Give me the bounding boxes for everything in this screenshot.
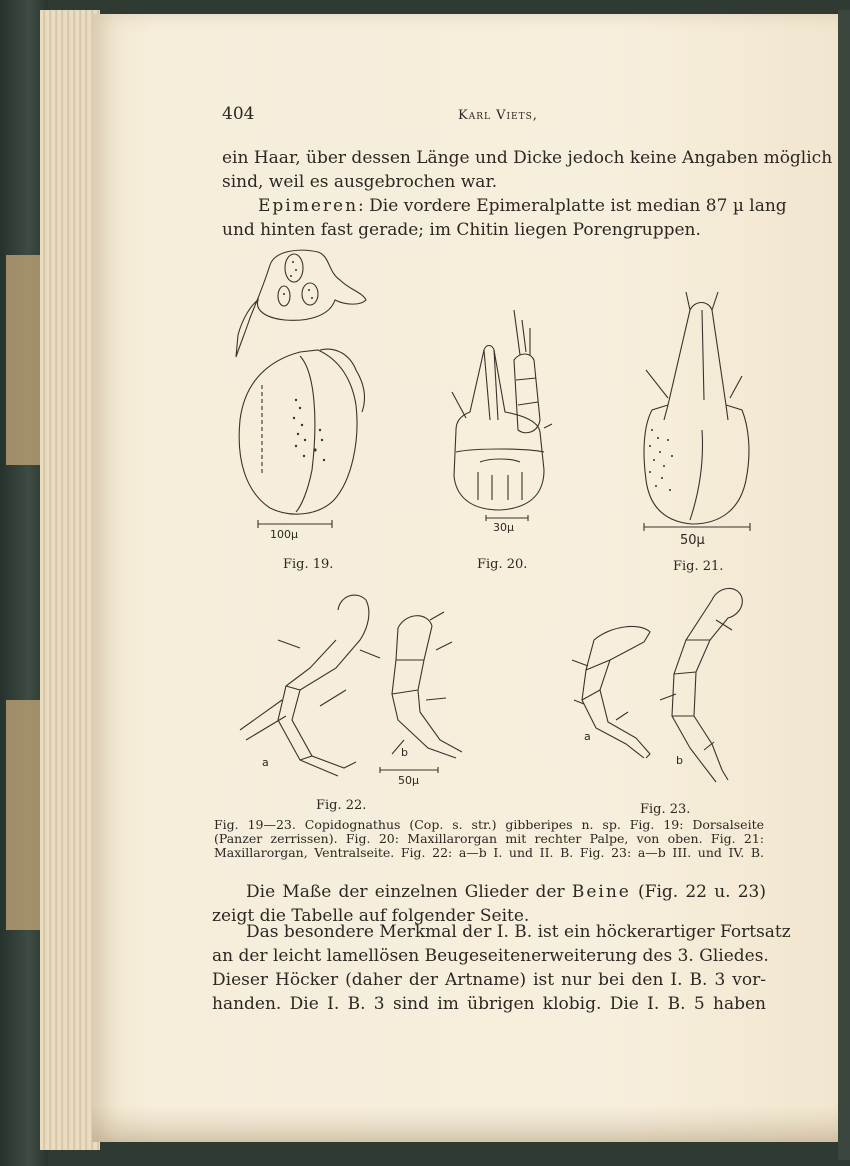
text-line: zeigt die Tabelle auf folgender Seite. bbox=[212, 906, 530, 926]
figure-label-23: Fig. 23. bbox=[640, 802, 691, 817]
scale-label-fig19: 100µ bbox=[270, 528, 298, 541]
running-header-author: Karl Viets, bbox=[458, 108, 538, 123]
leg-label-a-fig23: a bbox=[584, 730, 591, 743]
figure-caption bbox=[214, 818, 764, 860]
text-fragment: Die Maße der einzelnen Glieder der bbox=[246, 882, 572, 902]
text-fragment: (Fig. 22 u. 23) bbox=[630, 882, 766, 902]
text-line: und hinten fast gerade; im Chitin liegen Porengruppen. bbox=[222, 220, 701, 240]
text-line: Das besondere Merkmal der I. B. ist ein höckerartiger Fortsatz bbox=[246, 922, 791, 942]
leg-label-b-fig22: b bbox=[401, 746, 408, 759]
scale-label-fig22: 50µ bbox=[398, 774, 419, 787]
text-line: an der leicht lamellösen Beugeseitenerweiterung des 3. Gliedes. bbox=[212, 946, 769, 966]
figure-label-20: Fig. 20. bbox=[477, 557, 528, 572]
text-line: sind, weil es ausgebrochen war. bbox=[222, 172, 498, 192]
page-number: 404 bbox=[222, 104, 255, 124]
text-line: handen. Die I. B. 3 sind im übrigen klobig. Die I. B. 5 haben bbox=[212, 994, 766, 1014]
term-beine: Beine bbox=[571, 882, 631, 902]
caption-line: Fig. 19—23. Copidognathus (Cop. s. str.) gibberipes n. sp. Fig. 19: Dorsalseite bbox=[214, 817, 764, 832]
caption-line: Maxillarorgan, Ventralseite. Fig. 22: a—b I. und II. B. Fig. 23: a—b III. und IV. B. bbox=[214, 845, 764, 860]
figure-label-22: Fig. 22. bbox=[316, 798, 367, 813]
text-line bbox=[212, 880, 766, 904]
leg-label-b-fig23: b bbox=[676, 754, 683, 767]
figure-label-21: Fig. 21. bbox=[673, 559, 724, 574]
body-paragraph-2 bbox=[212, 920, 791, 1016]
scale-label-fig21: 50µ bbox=[680, 533, 705, 548]
text-fragment: : Die vordere Epimeralplatte ist median 87 µ lang bbox=[358, 196, 787, 216]
figure-label-19: Fig. 19. bbox=[283, 557, 334, 572]
text-line: ein Haar, über dessen Länge und Dicke jedoch keine Angaben möglich bbox=[222, 148, 833, 168]
text-line: Dieser Höcker (daher der Artname) ist nur bei den I. B. 3 vor- bbox=[212, 970, 766, 990]
scale-label-fig20: 30µ bbox=[493, 521, 514, 534]
caption-line: (Panzer zerrissen). Fig. 20: Maxillarorgan mit rechter Palpe, von oben. Fig. 21: bbox=[214, 831, 764, 846]
leg-label-a-fig22: a bbox=[262, 756, 269, 769]
term-epimeren: Epimeren bbox=[258, 196, 359, 216]
